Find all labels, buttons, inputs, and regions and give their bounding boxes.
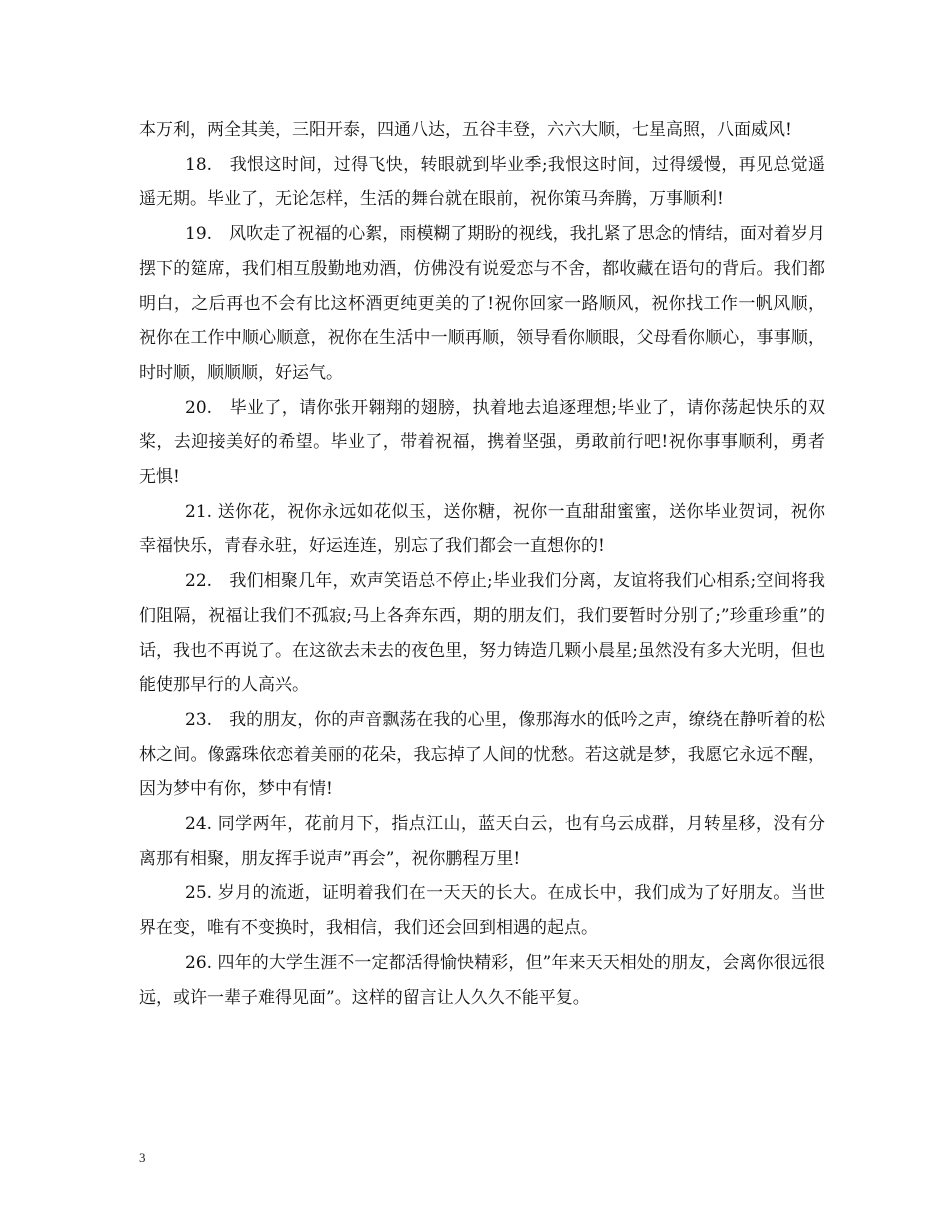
paragraph: 21. 送你花，祝你永远如花似玉，送你糖，祝你一直甜甜蜜蜜，送你毕业贺词，祝你幸福快乐，青春永驻，好运连连，别忘了我们都会一直想你的! xyxy=(139,501,825,557)
paragraph: 22. 我们相聚几年，欢声笑语总不停止;毕业我们分离，友谊将我们心相系;空间将我们阻隔，祝福让我们不孤寂;马上各奔东西，期的朋友们，我们要暂时分别了;”珍重珍重”的话，我也不再说了。在这欲去未去的夜色里，努力铸造几颗小晨星;虽然没有多大光明，但也能使那早行的人高兴。 xyxy=(139,571,825,696)
paragraph: 23. 我的朋友，你的声音飘荡在我的心里，像那海水的低吟之声，缭绕在静听着的松林之间。像露珠依恋着美丽的花朵，我忘掉了人间的忧愁。若这就是梦，我愿它永远不醒，因为梦中有你，梦中有情! xyxy=(139,709,825,800)
page-number: 3 xyxy=(139,1150,146,1165)
paragraph: 19. 风吹走了祝福的心絮，雨模糊了期盼的视线，我扎紧了思念的情结，面对着岁月摆下的筵席，我们相互殷勤地劝酒，仿佛没有说爱恋与不舍，都收藏在语句的背后。我们都明白，之后再也不会有比这杯酒更纯更美的了!祝你回家一路顺风，祝你找工作一帆风顺，祝你在工作中顺心顺意，祝你在生活中一顺再顺，领导看你顺眼，父母看你顺心，事事顺，时时顺，顺顺顺，好运气。 xyxy=(139,224,825,383)
paragraph: 本万利，两全其美，三阳开泰，四通八达，五谷丰登，六六大顺，七星高照，八面威风! xyxy=(139,120,792,140)
paragraph: 20. 毕业了，请你张开翱翔的翅膀，执着地去追逐理想;毕业了，请你荡起快乐的双桨，去迎接美好的希望。毕业了，带着祝福，携着坚强，勇敢前行吧!祝你事事顺利，勇者无惧! xyxy=(139,397,825,488)
document-body xyxy=(139,113,825,1015)
paragraph: 18. 我恨这时间，过得飞快，转眼就到毕业季;我恨这时间，过得缓慢，再见总觉遥遥无期。毕业了，无论怎样，生活的舞台就在眼前，祝你策马奔腾，万事顺利! xyxy=(139,154,825,210)
paragraph: 26. 四年的大学生涯不一定都活得愉快精彩，但”年来天天相处的朋友，会离你很远很远，或许一辈子难得见面”。这样的留言让人久久不能平复。 xyxy=(139,952,825,1008)
paragraph: 24. 同学两年，花前月下，指点江山，蓝天白云，也有乌云成群，月转星移，没有分离那有相聚，朋友挥手说声”再会”，祝你鹏程万里! xyxy=(139,814,825,869)
paragraph: 25. 岁月的流逝，证明着我们在一天天的长大。在成长中，我们成为了好朋友。当世界在变，唯有不变换时，我相信，我们还会回到相遇的起点。 xyxy=(139,883,825,939)
